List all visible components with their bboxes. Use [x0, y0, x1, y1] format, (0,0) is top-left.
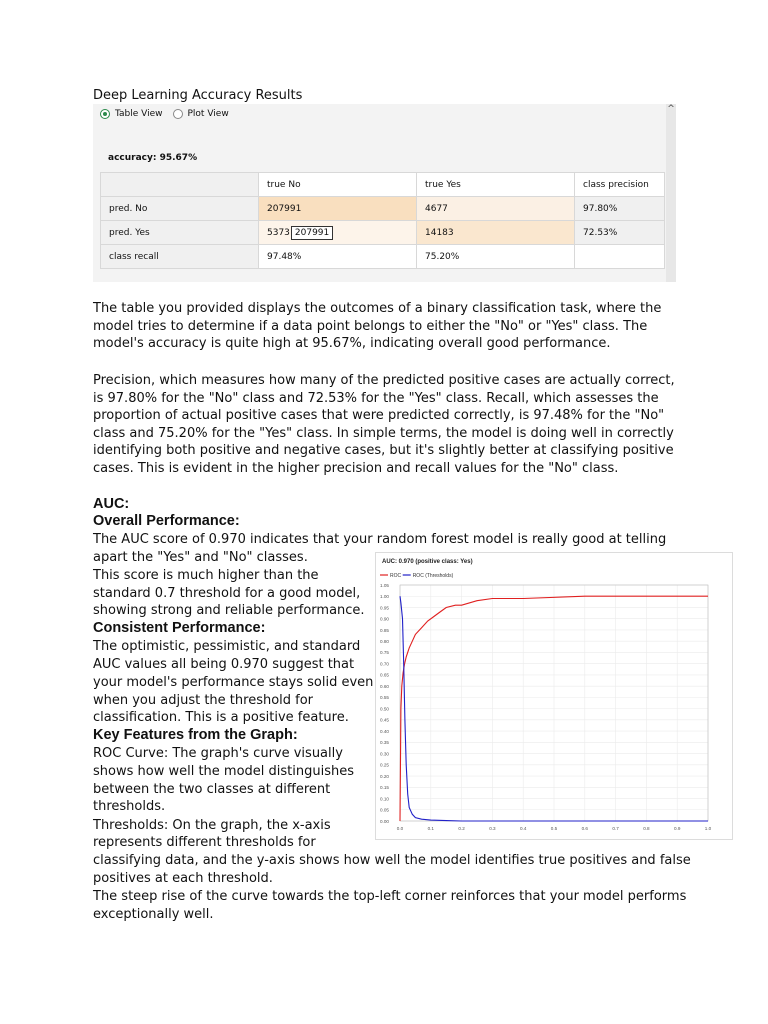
- x-tick-label: 0.2: [458, 826, 465, 831]
- table-header-row: [101, 173, 665, 197]
- y-tick-label: 1.05: [380, 582, 389, 588]
- row-label: pred. Yes: [101, 221, 259, 245]
- scroll-up-icon[interactable]: ^: [667, 104, 675, 114]
- table-row: [101, 197, 665, 221]
- y-tick-label: 0.50: [380, 706, 389, 712]
- header-cell: class precision: [575, 173, 665, 197]
- table-cell: [575, 245, 665, 269]
- text-line: Thresholds: On the graph, the x-axis: [93, 818, 331, 833]
- text-line: positives at each threshold.: [93, 871, 273, 886]
- view-toggle: [100, 109, 239, 119]
- legend-label: ROC: [390, 573, 402, 579]
- x-tick-label: 0.3: [489, 826, 496, 831]
- y-tick-label: 0.80: [380, 638, 389, 644]
- table-view-radio[interactable]: [100, 109, 110, 119]
- y-tick-label: 0.70: [380, 661, 389, 667]
- heading-key-features: Key Features from the Graph:: [93, 727, 298, 743]
- text-line: This score is much higher than the: [93, 568, 319, 583]
- roc-chart-svg: [376, 553, 732, 839]
- table-view-label[interactable]: Table View: [115, 109, 163, 119]
- row-label: class recall: [101, 245, 259, 269]
- y-tick-label: 0.35: [380, 740, 389, 746]
- table-cell: 72.53%: [575, 221, 665, 245]
- confusion-matrix: [100, 172, 665, 269]
- paragraph-precision: Precision, which measures how many of the predicted positive cases are actually correct, is 97.80% for the "No" class and 72.53% for the "Yes" class. Recall, which assesses the proportion of actual positive cases that were predicted correctly, is 97.48% for the "No" class and 75.20% for the "Yes" class. In simple terms, the model is doing well in correctly identifying both positive and negative cases, but it's slightly better at classifying positive cases. This is evident in the higher precision and recall values for the "No" class.: [93, 373, 675, 476]
- header-cell: [101, 173, 259, 197]
- y-tick-label: 0.85: [380, 627, 389, 633]
- y-tick-label: 0.95: [380, 605, 389, 611]
- text-line: represents different thresholds for: [93, 835, 316, 850]
- x-tick-label: 0.1: [427, 826, 434, 831]
- header-cell: true Yes: [417, 173, 575, 197]
- y-tick-label: 0.40: [380, 728, 389, 734]
- heading-overall: Overall Performance:: [93, 513, 240, 529]
- value-tooltip: 207991: [291, 226, 333, 240]
- y-tick-label: 0.20: [380, 773, 389, 779]
- table-cell: 14183: [417, 221, 575, 245]
- y-tick-label: 0.25: [380, 762, 389, 768]
- text-line: shows how well the model distinguishes: [93, 764, 354, 779]
- y-tick-label: 0.05: [380, 807, 389, 813]
- table-cell: 97.80%: [575, 197, 665, 221]
- table-cell: 207991: [259, 197, 417, 221]
- table-cell: [259, 221, 417, 245]
- document-title: Deep Learning Accuracy Results: [93, 88, 303, 103]
- text-line: classifying data, and the y-axis shows how well the model identifies true positives and false: [93, 853, 691, 868]
- text-line: The AUC score of 0.970 indicates that your random forest model is really good at telling: [93, 532, 667, 547]
- y-tick-label: 0.00: [380, 818, 389, 824]
- chart-title: AUC: 0.970 (positive class: Yes): [382, 559, 473, 565]
- text-line: thresholds.: [93, 799, 166, 814]
- y-tick-label: 0.65: [380, 672, 389, 678]
- text-line: AUC values all being 0.970 suggest that: [93, 657, 355, 672]
- accuracy-label: accuracy: 95.67%: [108, 153, 198, 163]
- x-tick-label: 0.8: [643, 826, 650, 831]
- panel-scrollbar[interactable]: [666, 104, 676, 282]
- cell-value: 5373: [267, 227, 290, 238]
- text-line: ROC Curve: The graph's curve visually: [93, 746, 343, 761]
- header-cell: true No: [259, 173, 417, 197]
- text-line: The steep rise of the curve towards the top-left corner reinforces that your model performs: [93, 889, 687, 904]
- text-line: exceptionally well.: [93, 907, 214, 922]
- paragraph-summary: The table you provided displays the outcomes of a binary classification task, where the model tries to determine if a data point belongs to either the "No" or "Yes" class. The model's accuracy is quite high at 95.67%, indicating overall good performance.: [93, 301, 662, 352]
- y-tick-label: 0.75: [380, 650, 389, 656]
- y-tick-label: 0.30: [380, 751, 389, 757]
- text-line: The optimistic, pessimistic, and standard: [93, 639, 361, 654]
- text-line: classification. This is a positive feature.: [93, 710, 349, 725]
- text-line: your model's performance stays solid even: [93, 675, 374, 690]
- table-cell: 75.20%: [417, 245, 575, 269]
- heading-auc: AUC:: [93, 496, 130, 512]
- x-tick-label: 0.4: [520, 826, 527, 831]
- x-tick-label: 0.5: [550, 826, 558, 831]
- x-tick-label: 0.7: [612, 826, 619, 831]
- y-tick-label: 0.60: [380, 683, 389, 689]
- roc-chart: [375, 552, 733, 840]
- text-line: standard 0.7 threshold for a good model,: [93, 586, 361, 601]
- x-tick-label: 1.0: [704, 826, 712, 831]
- y-tick-label: 0.15: [380, 785, 389, 791]
- text-line: between the two classes at different: [93, 782, 331, 797]
- y-tick-label: 1.00: [380, 594, 389, 600]
- y-tick-label: 0.90: [380, 616, 389, 622]
- heading-consistent: Consistent Performance:: [93, 620, 266, 636]
- table-cell: 97.48%: [259, 245, 417, 269]
- y-tick-label: 0.10: [380, 796, 389, 802]
- plot-view-radio[interactable]: [173, 109, 183, 119]
- text-line: apart the "Yes" and "No" classes.: [93, 550, 308, 565]
- x-tick-label: 0.0: [396, 826, 404, 831]
- table-row: [101, 245, 665, 269]
- legend-label: ROC (Thresholds): [412, 573, 454, 579]
- table-row: [101, 221, 665, 245]
- y-tick-label: 0.45: [380, 717, 389, 723]
- text-line: when you adjust the threshold for: [93, 693, 314, 708]
- table-cell: 4677: [417, 197, 575, 221]
- plot-view-label[interactable]: Plot View: [187, 109, 229, 119]
- text-line: showing strong and reliable performance.: [93, 603, 365, 618]
- x-tick-label: 0.6: [581, 826, 588, 831]
- x-tick-label: 0.9: [674, 826, 681, 831]
- y-tick-label: 0.55: [380, 695, 389, 701]
- row-label: pred. No: [101, 197, 259, 221]
